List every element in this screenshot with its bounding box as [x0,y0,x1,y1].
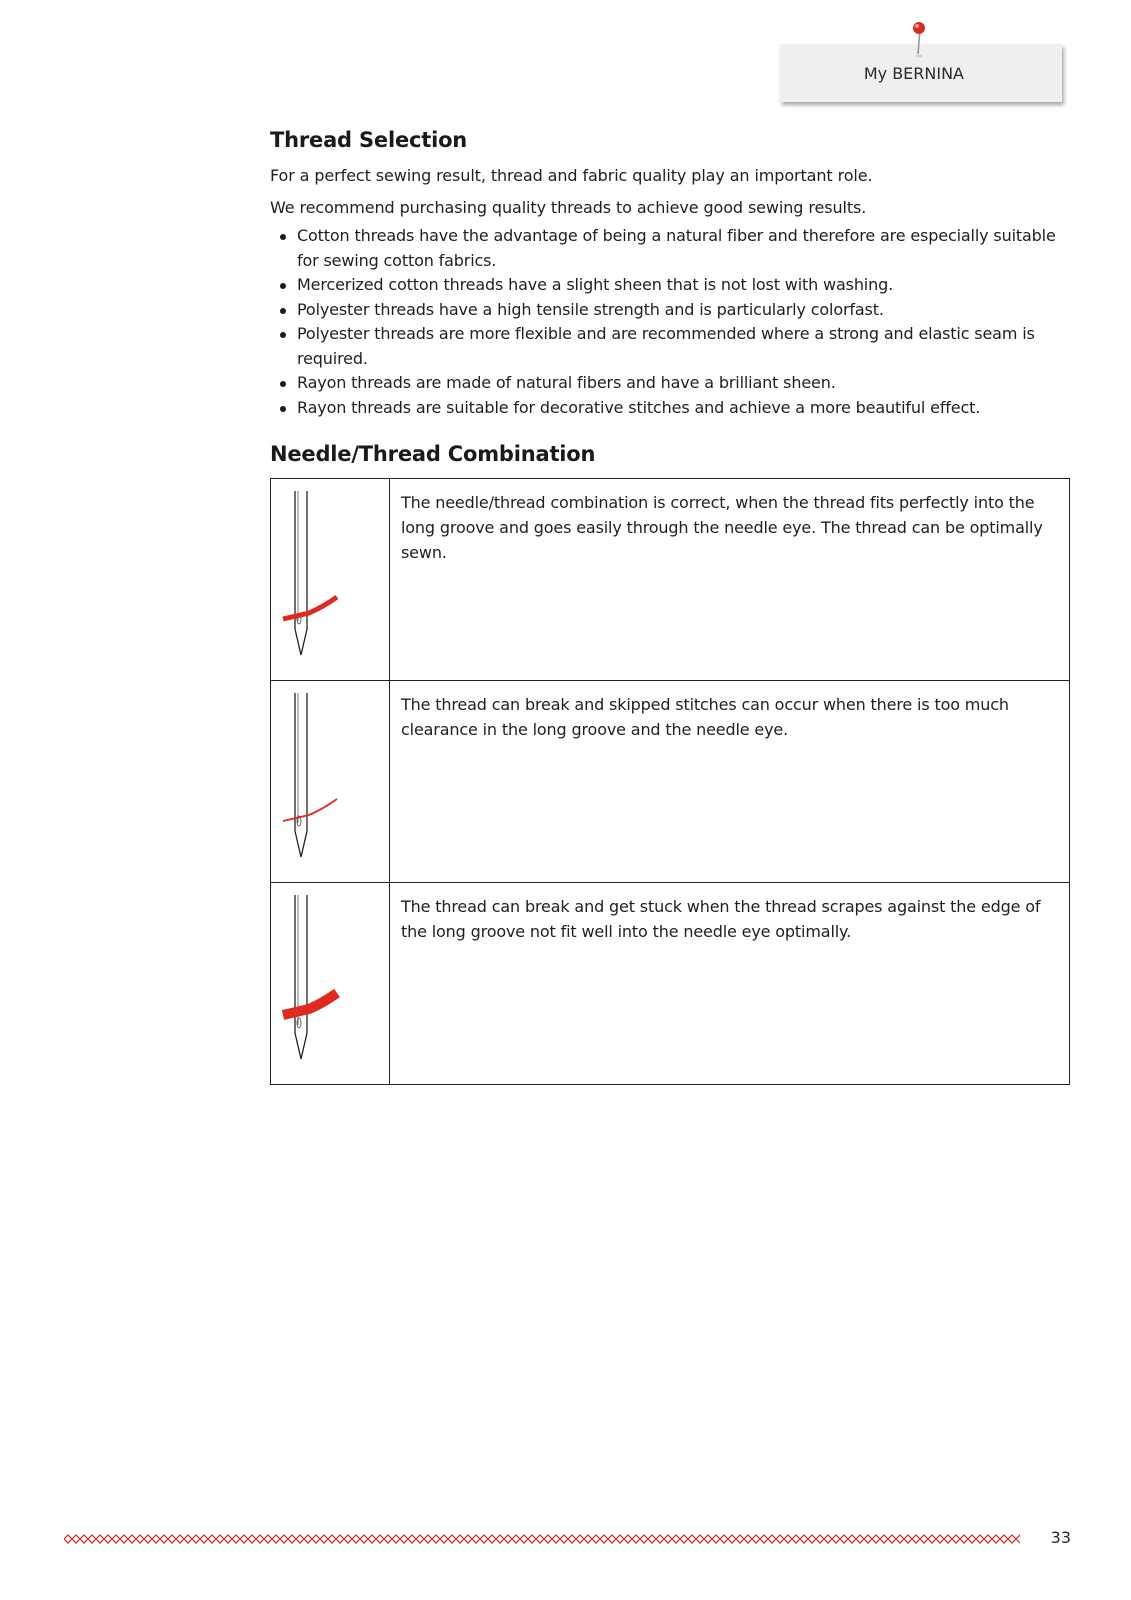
footer-stitch-decoration [64,1534,1020,1544]
thread-selection-recommendation: We recommend purchasing quality threads to achieve good sewing results. [270,198,867,217]
list-item [270,322,1070,371]
list-item [270,273,1070,298]
table-row [271,479,1070,681]
thread-selection-title: Thread Selection [270,128,468,152]
bullet-icon [280,381,286,387]
needle-thread-too-thin-icon [271,681,389,878]
table-text-cell: The thread can break and skipped stitches can occur when there is too much clearance in the long groove and the needle eye. [390,681,1070,883]
needle-thread-table [270,478,1070,1085]
list-item-text: Polyester threads are more flexible and are recommended where a strong and elastic seam is required. [297,324,1035,368]
table-text-cell: The thread can break and get stuck when the thread scrapes against the edge of the long groove not fit well into the needle eye optimally. [390,883,1070,1085]
list-item-text: Rayon threads are suitable for decorative stitches and achieve a more beautiful effect. [297,397,981,417]
list-item-text: Cotton threads have the advantage of being a natural fiber and therefore are especially suitable for sewing cotton fabrics. [297,226,1056,270]
list-item-text: Rayon threads are made of natural fibers and have a brilliant sheen. [297,373,836,392]
table-image-cell [271,681,390,883]
list-item [270,224,1070,273]
needle-thread-title: Needle/Thread Combination [270,442,596,466]
list-item [270,371,1070,396]
list-item-text: Mercerized cotton threads have a slight sheen that is not lost with washing. [297,275,894,294]
needle-thread-correct-icon [271,479,389,676]
bullet-icon [280,406,286,412]
list-item [270,298,1070,323]
pin-icon [905,18,935,62]
bullet-icon [280,234,286,240]
bullet-icon [280,332,286,338]
header-tab-label: My BERNINA [863,64,964,83]
page-number: 33 [1050,1528,1071,1547]
page-content [270,128,1070,1085]
table-image-cell [271,883,390,1085]
table-row [271,883,1070,1085]
thread-selection-intro: For a perfect sewing result, thread and fabric quality play an important role. [270,166,873,185]
table-row [271,681,1070,883]
bullet-icon [280,283,286,289]
bullet-icon [280,308,286,314]
list-item-text: Polyester threads have a high tensile strength and is particularly colorfast. [297,299,884,319]
list-item [270,396,1070,421]
thread-types-list [270,224,1070,420]
table-image-cell [271,479,390,681]
needle-thread-too-thick-icon [271,883,389,1080]
table-text-cell: The needle/thread combination is correct, when the thread fits perfectly into the long groove and goes easily through the needle eye. The thread can be optimally sewn. [390,479,1070,681]
